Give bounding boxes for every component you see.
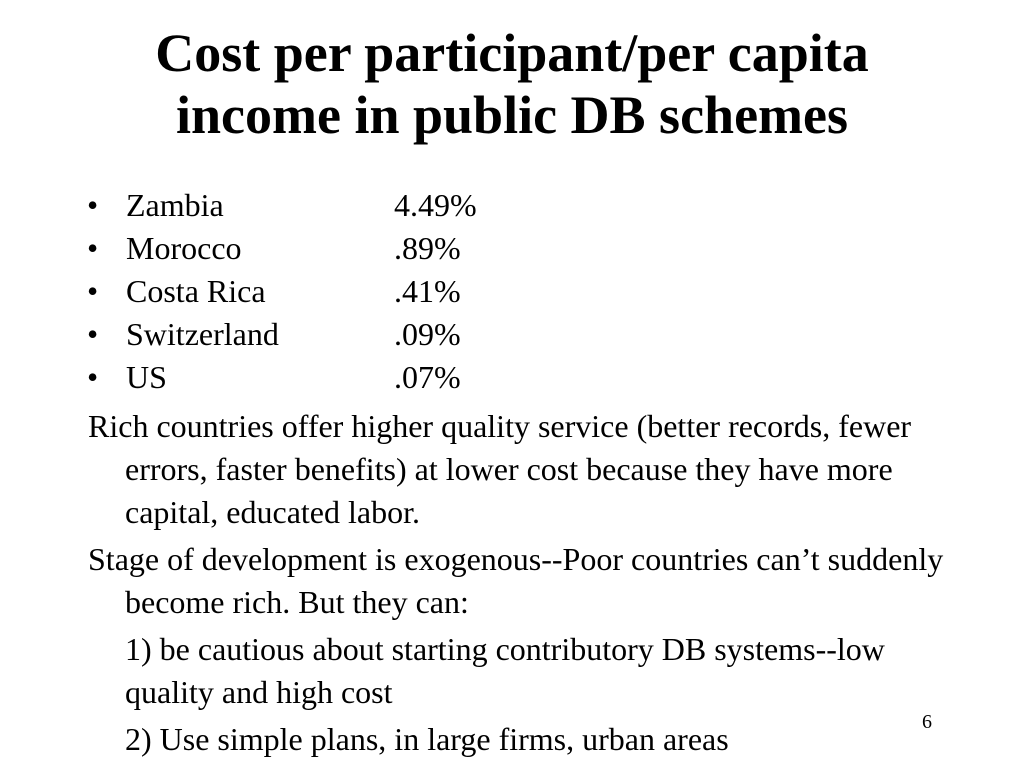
list-item bbox=[87, 270, 477, 313]
cost-value: .41% bbox=[394, 273, 461, 309]
slide-title-line-2: income in public DB schemes bbox=[175, 85, 849, 145]
bullet-icon: • bbox=[87, 273, 99, 309]
slide-title bbox=[40, 22, 984, 146]
bullet-icon: • bbox=[87, 187, 99, 223]
country-name: US bbox=[126, 359, 167, 395]
country-name: Zambia bbox=[126, 187, 224, 223]
cost-value: .09% bbox=[394, 316, 461, 352]
bullet-icon: • bbox=[87, 230, 99, 266]
body-text bbox=[88, 405, 958, 765]
page-number: 6 bbox=[922, 711, 932, 733]
cost-value: 4.49% bbox=[394, 187, 477, 223]
list-item bbox=[87, 184, 477, 227]
list-item bbox=[87, 313, 477, 356]
bullet-icon: • bbox=[87, 359, 99, 395]
slide-title-line-1: Cost per participant/per capita bbox=[155, 23, 869, 83]
country-cost-list bbox=[87, 184, 477, 399]
bullet-icon: • bbox=[87, 316, 99, 352]
paragraph-stage-of-development: Stage of development is exogenous--Poor countries can’t suddenly become rich. But they can: bbox=[88, 541, 944, 620]
list-item bbox=[87, 227, 477, 270]
paragraph-rich-countries: Rich countries offer higher quality service (better records, fewer errors, faster benefits) at lower cost because they have more capital, educated labor. bbox=[88, 408, 912, 530]
sub-point-2: 2) Use simple plans, in large firms, urban areas bbox=[125, 721, 729, 757]
sub-point-1: 1) be cautious about starting contributory DB systems--low quality and high cost bbox=[125, 631, 885, 710]
country-name: Switzerland bbox=[126, 316, 279, 352]
cost-value: .07% bbox=[394, 359, 461, 395]
country-name: Morocco bbox=[126, 230, 242, 266]
country-name: Costa Rica bbox=[126, 273, 266, 309]
list-item bbox=[87, 356, 477, 399]
cost-value: .89% bbox=[394, 230, 461, 266]
